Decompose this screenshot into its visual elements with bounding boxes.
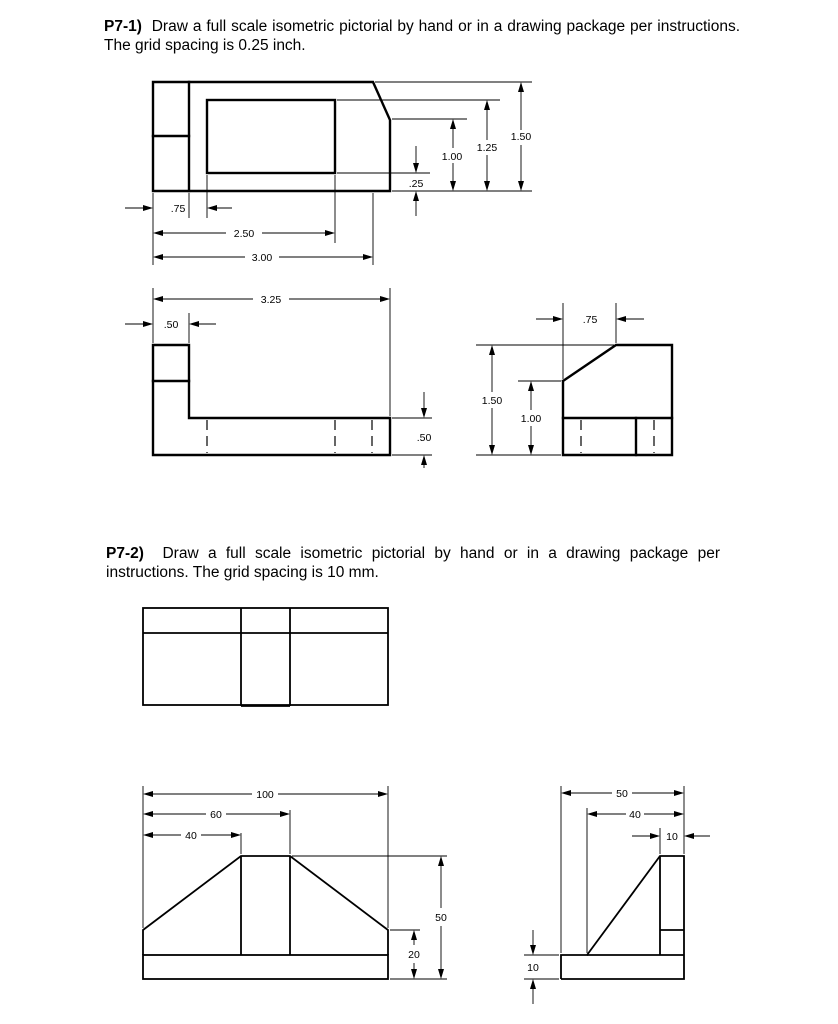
dim-label: 20 [408,949,420,961]
dim-label: 10 [527,962,539,974]
problem-id: P7-2) [106,545,144,562]
dim-label: .75 [582,314,598,326]
p1-side-view [563,345,672,455]
dim-label: 40 [629,809,641,821]
dim-label: .25 [408,178,424,190]
dim-label: .75 [170,203,186,215]
recess-rect [207,100,335,173]
dim-label: 1.50 [510,131,532,143]
dim-label: 3.25 [260,294,282,306]
dim-label: 2.50 [233,228,255,240]
dim-label: 1.50 [481,395,503,407]
dim-label: .50 [163,319,179,331]
base [143,955,388,979]
outline [143,608,388,705]
outline [153,345,390,455]
dim-label: 100 [256,789,274,801]
dim-label: 1.25 [476,142,498,154]
p1-top-view [153,82,390,191]
dim-label: 50 [616,788,628,800]
p1-front-view [153,345,390,455]
dim-label: .50 [416,432,432,444]
p2-side-view [561,856,684,979]
dim-label: 40 [185,830,197,842]
dim-label: 1.00 [441,151,463,163]
problem-id: P7-1) [104,18,142,35]
dim-label: 1.00 [520,413,542,425]
dim-label: 60 [210,809,222,821]
problem-text: Draw a full scale isometric pictorial by hand or in a drawing package per instructions. The grid spacing is 10 mm. [106,545,720,581]
problem-text: Draw a full scale isometric pictorial by hand or in a drawing package per instructions. The grid spacing is 0.25 inch. [104,18,740,54]
p2-top-view [143,608,388,706]
outline [563,345,672,455]
dim-label: 3.00 [251,252,273,264]
outline [561,856,684,979]
p2-front-view [143,856,388,979]
dim-label: 50 [435,912,447,924]
dim-label: 10 [666,831,678,843]
outline [143,856,388,955]
